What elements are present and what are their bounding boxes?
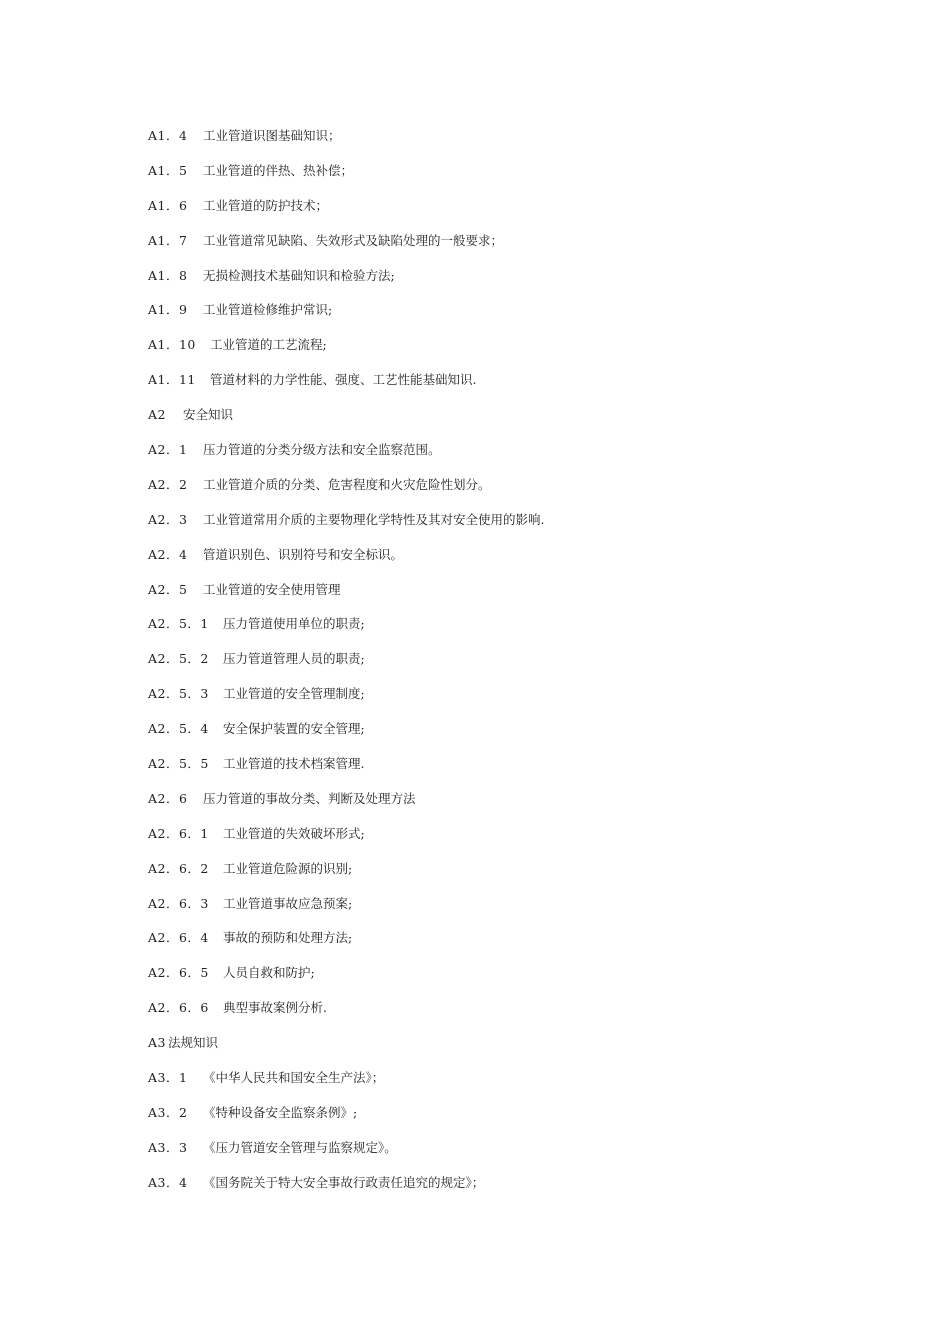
outline-item: [148, 335, 848, 370]
item-number: A2．6: [148, 790, 188, 806]
outline-item: [148, 1033, 848, 1068]
outline-item: [148, 196, 848, 231]
item-text: 安全知识: [183, 407, 234, 423]
item-text: 工业管道检修维护常识;: [203, 302, 333, 318]
item-text: 典型事故案例分析.: [223, 1000, 327, 1016]
item-number: A1．11: [148, 372, 196, 388]
outline-item: [148, 475, 848, 510]
item-text: 工业管道的技术档案管理.: [223, 756, 365, 772]
item-text: 工业管道介质的分类、危害程度和火灾危险性划分。: [203, 476, 491, 492]
item-text: 工业管道常用介质的主要物理化学特性及其对安全使用的影响.: [203, 511, 545, 527]
item-text: 《特种设备安全监察条例》;: [203, 1104, 358, 1120]
item-text: 工业管道事故应急预案;: [223, 895, 353, 911]
outline-item: [148, 894, 848, 929]
item-number: A2．5: [148, 581, 188, 597]
item-text: 压力管道使用单位的职责;: [223, 616, 365, 632]
outline-item: [148, 161, 848, 196]
outline-item: [148, 789, 848, 824]
outline-item: [148, 370, 848, 405]
item-number: A1．4: [148, 128, 188, 143]
item-text: 事故的预防和处理方法;: [223, 930, 353, 946]
outline-item: [148, 614, 848, 649]
outline-item: [148, 300, 848, 335]
item-number: A2．5．5: [148, 756, 209, 772]
item-number: A2．6．4: [148, 930, 209, 946]
item-text: 工业管道的安全管理制度;: [223, 686, 365, 702]
outline-item: [148, 1103, 848, 1138]
item-number: A2．5．1: [148, 616, 209, 632]
outline-item: [148, 266, 848, 301]
item-text: 压力管道管理人员的职责;: [223, 651, 365, 667]
outline-item: [148, 684, 848, 719]
item-number: A3．1: [148, 1070, 188, 1086]
outline-item: [148, 1068, 848, 1103]
outline-item: [148, 545, 848, 580]
outline-item: [148, 754, 848, 789]
item-number: A2．6．1: [148, 825, 209, 841]
item-text: 工业管道危险源的识别;: [223, 860, 353, 876]
outline-item: [148, 1138, 848, 1173]
item-number: A1．7: [148, 232, 188, 248]
item-text: 工业管道常见缺陷、失效形式及缺陷处理的一般要求；: [203, 232, 504, 248]
item-number: A3．2: [148, 1104, 188, 1120]
item-number: A2．5．3: [148, 686, 209, 702]
outline-item: [148, 1173, 848, 1208]
outline-list: [148, 126, 848, 1208]
item-number: A3．3: [148, 1139, 188, 1155]
item-number: A2．6．2: [148, 860, 209, 876]
item-number: A2: [148, 407, 166, 423]
item-text: 压力管道的分类分级方法和安全监察范围。: [203, 442, 441, 458]
item-text: 工业管道的安全使用管理: [203, 581, 341, 597]
item-number: A1．6: [148, 197, 188, 213]
outline-item: [148, 440, 848, 475]
item-number: A2．1: [148, 442, 188, 458]
item-text: 工业管道的失效破坏形式;: [223, 825, 365, 841]
outline-item: [148, 126, 848, 161]
outline-item: [148, 580, 848, 615]
item-number: A2．6．6: [148, 1000, 209, 1016]
item-number: A2．5．2: [148, 651, 209, 667]
item-text: 压力管道的事故分类、判断及处理方法: [203, 790, 416, 806]
item-number: A3: [148, 1035, 166, 1051]
item-text: 《国务院关于特大安全事故行政责任追究的规定》；: [203, 1174, 485, 1190]
item-number: A3．4: [148, 1174, 188, 1190]
item-number: A1．9: [148, 302, 188, 318]
item-text: 管道识别色、识别符号和安全标识。: [203, 546, 404, 562]
item-text: 安全保护装置的安全管理;: [223, 721, 365, 737]
item-text: 法规知识: [167, 1035, 218, 1051]
item-number: A2．2: [148, 476, 188, 492]
outline-item: [148, 510, 848, 545]
item-text: 工业管道的伴热、热补偿；: [203, 162, 354, 178]
item-text: 《中华人民共和国安全生产法》；: [203, 1070, 385, 1086]
item-text: 工业管道的工艺流程;: [210, 337, 327, 353]
item-number: A1．10: [148, 337, 196, 353]
outline-item: [148, 963, 848, 998]
item-number: A2．4: [148, 546, 188, 562]
item-text: 工业管道的防护技术；: [203, 197, 329, 213]
item-text: 《压力管道安全管理与监察规定》。: [203, 1139, 397, 1155]
outline-item: [148, 928, 848, 963]
outline-item: [148, 824, 848, 859]
outline-item: [148, 231, 848, 266]
item-number: A2．3: [148, 511, 188, 527]
item-text: 人员自救和防护;: [223, 965, 315, 981]
outline-item: [148, 859, 848, 894]
item-text: 工业管道识图基础知识；: [203, 128, 341, 143]
outline-item: [148, 719, 848, 754]
item-number: A2．6．3: [148, 895, 209, 911]
outline-item: [148, 649, 848, 684]
item-number: A1．5: [148, 162, 188, 178]
item-number: A2．5．4: [148, 721, 209, 737]
outline-item: [148, 998, 848, 1033]
item-number: A1．8: [148, 267, 188, 283]
item-text: 管道材料的力学性能、强度、工艺性能基础知识.: [210, 372, 477, 388]
item-text: 无损检测技术基础知识和检验方法;: [203, 267, 395, 283]
item-number: A2．6．5: [148, 965, 209, 981]
outline-item: [148, 405, 848, 440]
